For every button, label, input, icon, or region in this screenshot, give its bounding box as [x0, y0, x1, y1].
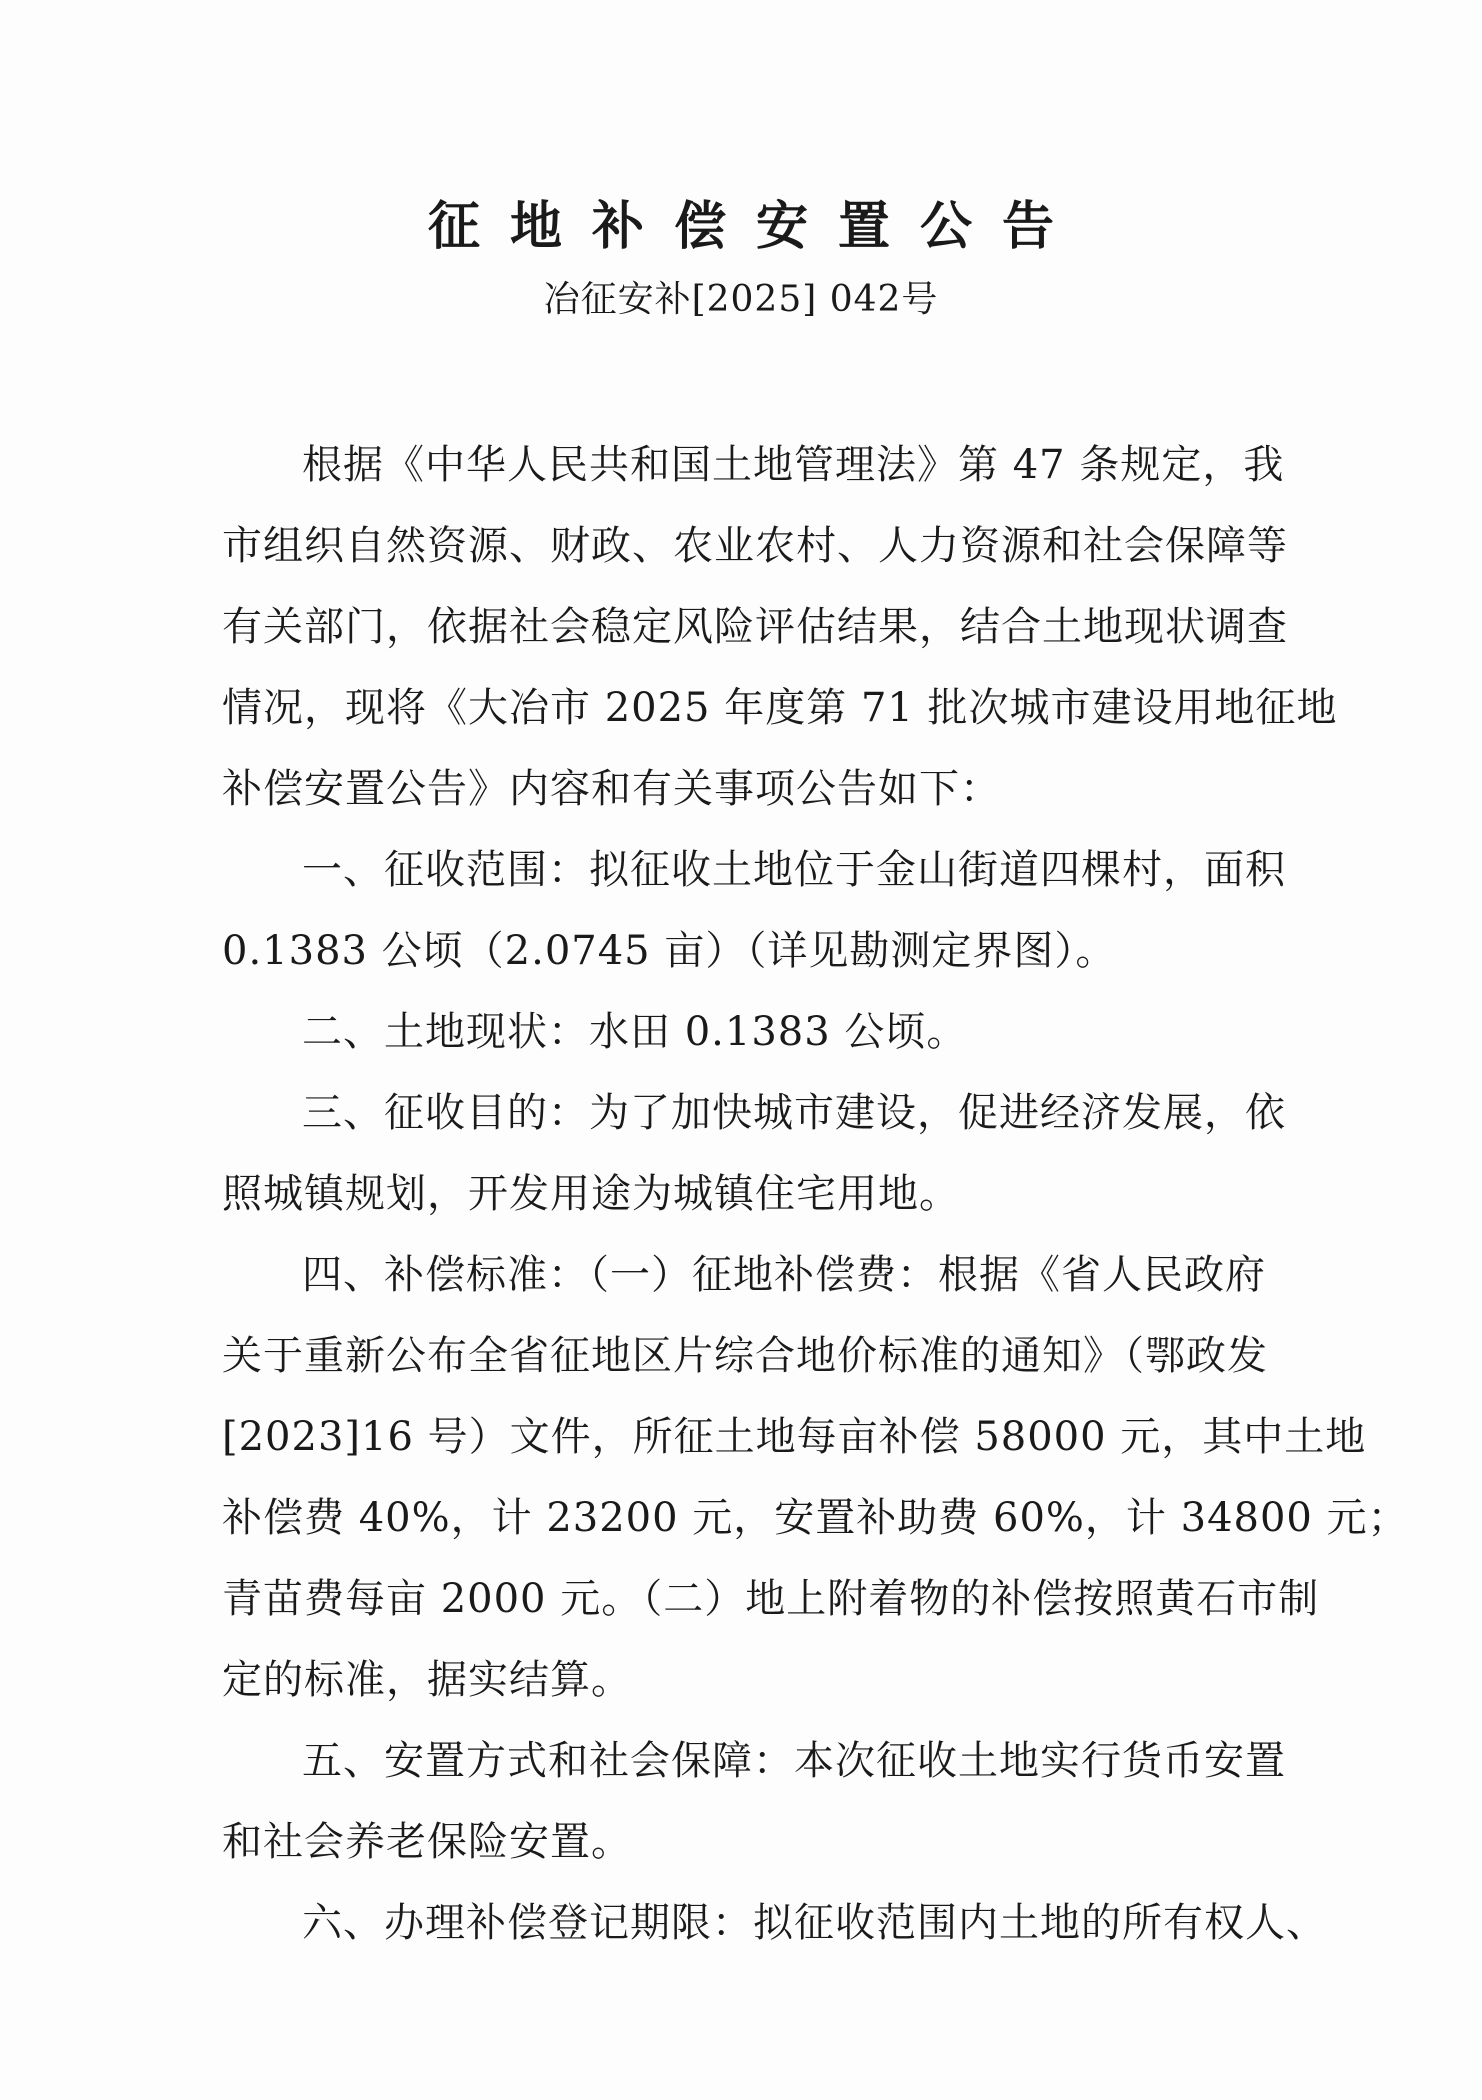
- paragraph-line: 一、征收范围：拟征收土地位于金山街道四棵村，面积: [302, 847, 1286, 893]
- paragraph-line: 补偿费 40%，计 23200 元，安置补助费 60%，计 34800 元；: [222, 1495, 1409, 1541]
- page-title: 征地补偿安置公告: [427, 197, 1084, 257]
- paragraph-line: 情况，现将《大冶市 2025 年度第 71 批次城市建设用地征地: [222, 685, 1338, 731]
- paragraph-line: 青苗费每亩 2000 元。（二）地上附着物的补偿按照黄石市制: [222, 1576, 1320, 1622]
- paragraph-line: 0.1383 公顷（2.0745 亩）（详见勘测定界图）。: [222, 928, 1117, 974]
- paragraph-line: [2023]16 号）文件，所征土地每亩补偿 58000 元，其中土地: [222, 1414, 1367, 1460]
- paragraph-line: 三、征收目的：为了加快城市建设，促进经济发展，依: [302, 1090, 1286, 1136]
- document-number: 冶征安补[2025] 042号: [543, 279, 939, 320]
- paragraph-line: 市组织自然资源、财政、农业农村、人力资源和社会保障等: [222, 523, 1288, 569]
- paragraph-line: 四、补偿标准：（一）征地补偿费：根据《省人民政府: [302, 1252, 1266, 1298]
- paragraph-line: 根据《中华人民共和国土地管理法》第 47 条规定，我: [302, 442, 1285, 488]
- paragraph-line: 六、办理补偿登记期限：拟征收范围内土地的所有权人、: [302, 1900, 1327, 1946]
- paragraph-line: 有关部门，依据社会稳定风险评估结果，结合土地现状调查: [222, 604, 1288, 650]
- paragraph-line: 和社会养老保险安置。: [222, 1819, 632, 1865]
- paragraph-line: 关于重新公布全省征地区片综合地价标准的通知》（鄂政发: [222, 1333, 1268, 1379]
- paragraph-line: 定的标准，据实结算。: [222, 1657, 632, 1703]
- paragraph-line: 补偿安置公告》内容和有关事项公告如下：: [222, 766, 1001, 812]
- paragraph-line: 五、安置方式和社会保障：本次征收土地实行货币安置: [302, 1738, 1286, 1784]
- document-body: [222, 425, 1409, 1964]
- paragraph-line: 照城镇规划，开发用途为城镇住宅用地。: [222, 1171, 960, 1217]
- paragraph-line: 二、土地现状：水田 0.1383 公顷。: [302, 1009, 968, 1055]
